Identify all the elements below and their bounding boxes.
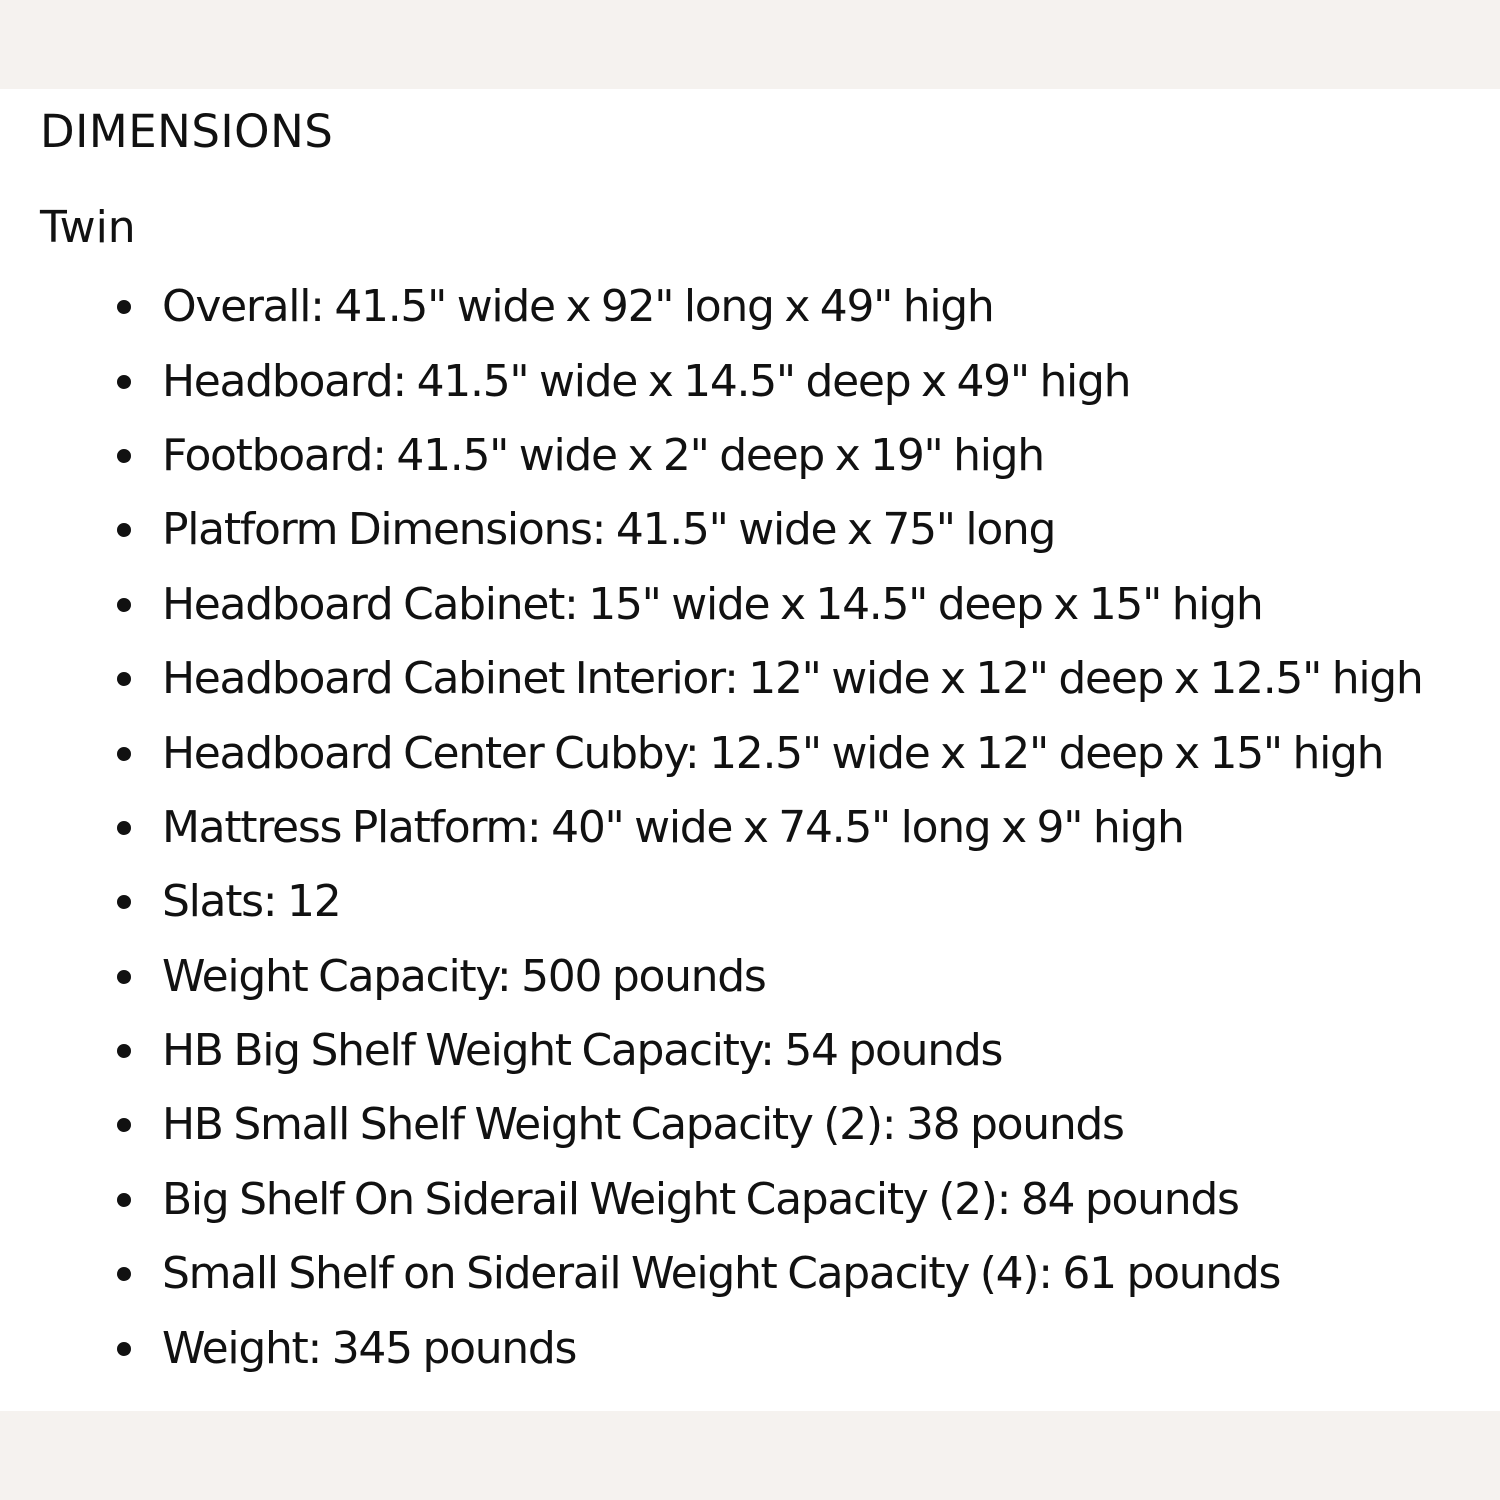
bullet-icon: [117, 747, 131, 761]
bullet-icon: [117, 375, 131, 389]
bullet-icon: [117, 1193, 131, 1207]
bullet-icon: [117, 598, 131, 612]
bullet-icon: [117, 970, 131, 984]
spec-text: Big Shelf On Siderail Weight Capacity (2): 84 pounds: [162, 1173, 1239, 1225]
section-heading: DIMENSIONS: [40, 105, 334, 158]
spec-text: Weight: 345 pounds: [162, 1322, 577, 1374]
spec-text: Headboard Center Cubby: 12.5" wide x 12" deep x 15" high: [162, 727, 1384, 779]
spec-text: HB Small Shelf Weight Capacity (2): 38 pounds: [162, 1099, 1124, 1151]
spec-text: Weight Capacity: 500 pounds: [162, 950, 766, 1002]
spec-text: Headboard Cabinet: 15" wide x 14.5" deep x 15" high: [162, 578, 1263, 630]
spec-text: Headboard Cabinet Interior: 12" wide x 12" deep x 12.5" high: [162, 653, 1423, 705]
size-label: Twin: [40, 202, 136, 253]
spec-text: Small Shelf on Siderail Weight Capacity (4): 61 pounds: [162, 1248, 1281, 1300]
spec-text: Platform Dimensions: 41.5" wide x 75" long: [162, 504, 1056, 556]
bullet-icon: [117, 449, 131, 463]
spec-text: Mattress Platform: 40" wide x 74.5" long x 9" high: [162, 801, 1184, 853]
bullet-icon: [117, 1342, 131, 1356]
spec-text: Headboard: 41.5" wide x 14.5" deep x 49" high: [162, 355, 1131, 407]
spec-text: Footboard: 41.5" wide x 2" deep x 19" high: [162, 429, 1044, 481]
spec-text: Slats: 12: [162, 876, 341, 928]
bullet-icon: [117, 821, 131, 835]
spec-text: Overall: 41.5" wide x 92" long x 49" high: [162, 281, 994, 333]
bullet-icon: [117, 1044, 131, 1058]
spec-text: HB Big Shelf Weight Capacity: 54 pounds: [162, 1025, 1003, 1077]
